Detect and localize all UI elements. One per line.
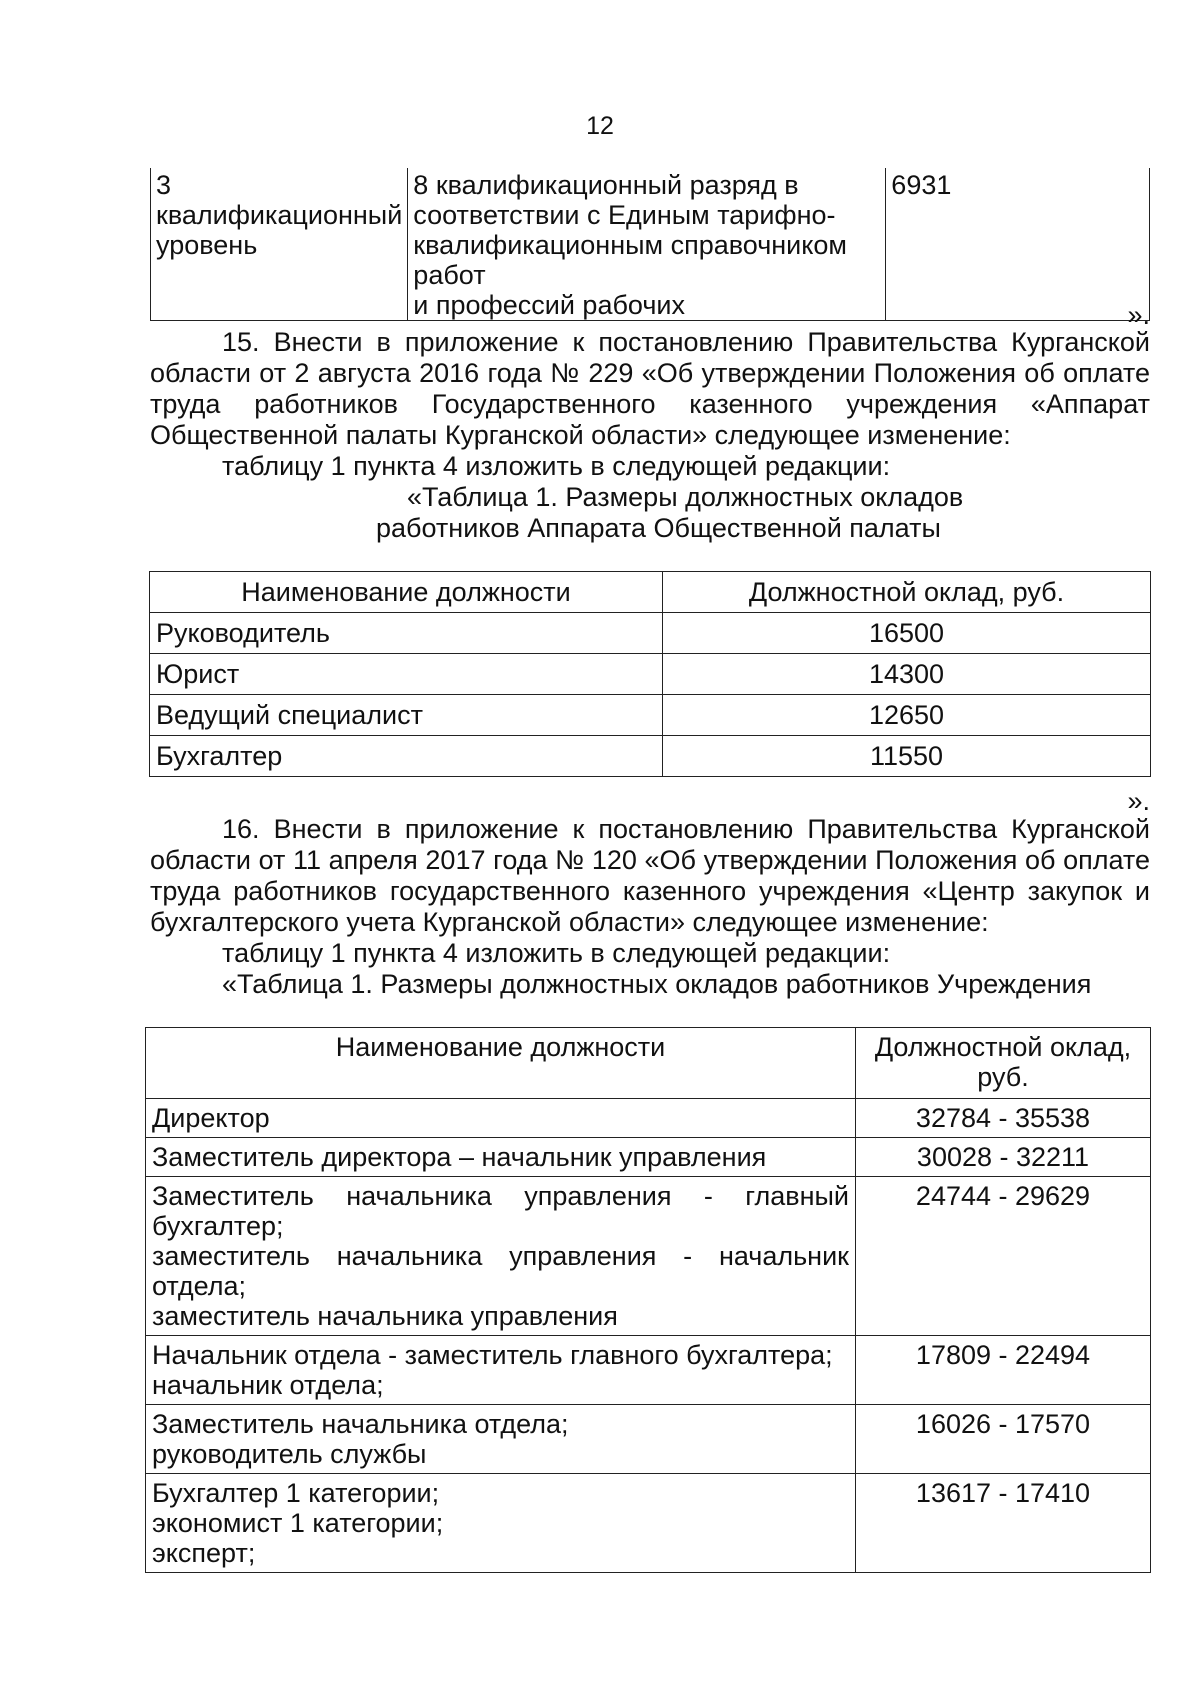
position-line: экономист 1 категории; [152, 1508, 444, 1538]
position-cell [146, 1474, 856, 1573]
salary-cell: 14300 [663, 654, 1151, 695]
level-cell [151, 168, 408, 321]
paragraph-line: бухгалтерского учета Курганской области» следующее изменение: [150, 907, 989, 937]
table-row [150, 695, 1151, 736]
item-15-instruction: таблицу 1 пункта 4 изложить в следующей редакции: [222, 451, 891, 481]
table-row [146, 1474, 1151, 1573]
table-row [146, 1138, 1151, 1177]
item-16-caption: «Таблица 1. Размеры должностных окладов работников Учреждения [222, 969, 1092, 999]
position-line: руководитель службы [152, 1439, 427, 1469]
paragraph-line: 16. Внести в приложение к постановлению Правительства Курганской [222, 814, 1150, 844]
position-line: Заместитель начальника отдела; [152, 1409, 569, 1439]
salary-table-16 [145, 1027, 1151, 1573]
salary-cell: 17809 - 22494 [856, 1336, 1151, 1405]
description-line: квалификационным справочником работ [413, 230, 847, 290]
position-cell [146, 1177, 856, 1336]
position-line: отдела; [152, 1271, 247, 1301]
table-row [150, 736, 1151, 777]
level-line: 3 квалификационный [156, 170, 403, 230]
description-line: 8 квалификационный разряд в [413, 170, 799, 200]
position-cell: Юрист [150, 654, 663, 695]
position-line: Заместитель начальника управления - главный [152, 1181, 849, 1211]
salary-cell: 13617 - 17410 [856, 1474, 1151, 1573]
salary-table-15 [149, 571, 1151, 777]
position-cell [146, 1405, 856, 1474]
item-16-instruction: таблицу 1 пункта 4 изложить в следующей редакции: [222, 938, 891, 968]
position-cell [146, 1099, 856, 1138]
position-cell: Бухгалтер [150, 736, 663, 777]
table-row [146, 1177, 1151, 1336]
paragraph-line: Общественной палаты Курганской области» следующее изменение: [150, 420, 1011, 450]
position-line: заместитель начальника управления [152, 1301, 618, 1331]
position-line: Директор [152, 1103, 270, 1133]
position-line: заместитель начальника управления - начальник [152, 1241, 849, 1271]
paragraph-line: 15. Внести в приложение к постановлению Правительства Курганской [222, 327, 1150, 357]
paragraph-line: области от 2 августа 2016 года № 229 «Об утверждении Положения об оплате [150, 358, 1150, 388]
table-row [151, 168, 1150, 321]
level-line: уровень [156, 230, 258, 260]
position-line: бухгалтер; [152, 1211, 284, 1241]
column-header: Должностной оклад, руб. [856, 1028, 1151, 1099]
item-15-caption-line1: «Таблица 1. Размеры должностных окладов [407, 482, 964, 512]
page-number: 12 [586, 112, 614, 140]
position-line: эксперт; [152, 1538, 256, 1568]
salary-cell: 32784 - 35538 [856, 1099, 1151, 1138]
salary-cell: 11550 [663, 736, 1151, 777]
position-cell: Ведущий специалист [150, 695, 663, 736]
closing-quote: ». [1127, 300, 1150, 330]
position-cell: Руководитель [150, 613, 663, 654]
position-line: Заместитель директора – начальник управления [152, 1142, 767, 1172]
salary-cell: 6931 [886, 168, 1150, 321]
item-15-caption-line2: работников Аппарата Общественной палаты [376, 513, 941, 543]
table-row [146, 1336, 1151, 1405]
column-header: Наименование должности [146, 1028, 856, 1099]
paragraph-line: области от 11 апреля 2017 года № 120 «Об утверждении Положения об оплате [150, 845, 1150, 875]
salary-cell: 12650 [663, 695, 1151, 736]
position-cell [146, 1138, 856, 1177]
position-line: Начальник отдела - заместитель главного бухгалтера; [152, 1340, 833, 1370]
paragraph-line: труда работников Государственного казенного учреждения «Аппарат [150, 389, 1150, 419]
table-row [150, 613, 1151, 654]
salary-cell: 16026 - 17570 [856, 1405, 1151, 1474]
description-line: соответствии с Единым тарифно- [413, 200, 836, 230]
table-row [146, 1099, 1151, 1138]
table-header-row [146, 1028, 1151, 1099]
column-header: Наименование должности [150, 572, 663, 613]
table-row [146, 1405, 1151, 1474]
column-header: Должностной оклад, руб. [663, 572, 1151, 613]
position-line: начальник отдела; [152, 1370, 384, 1400]
position-cell [146, 1336, 856, 1405]
position-line: Бухгалтер 1 категории; [152, 1478, 440, 1508]
item-15-paragraph [150, 327, 1150, 451]
table-row [150, 654, 1151, 695]
salary-cell: 24744 - 29629 [856, 1177, 1151, 1336]
paragraph-line: труда работников государственного казенного учреждения «Центр закупок и [150, 876, 1150, 906]
description-line: и профессий рабочих [413, 290, 685, 320]
description-cell [408, 168, 886, 321]
item-16-paragraph [150, 814, 1150, 938]
salary-cell: 16500 [663, 613, 1151, 654]
closing-quote: ». [1127, 786, 1150, 816]
continuation-table [150, 168, 1150, 321]
salary-cell: 30028 - 32211 [856, 1138, 1151, 1177]
table-header-row [150, 572, 1151, 613]
